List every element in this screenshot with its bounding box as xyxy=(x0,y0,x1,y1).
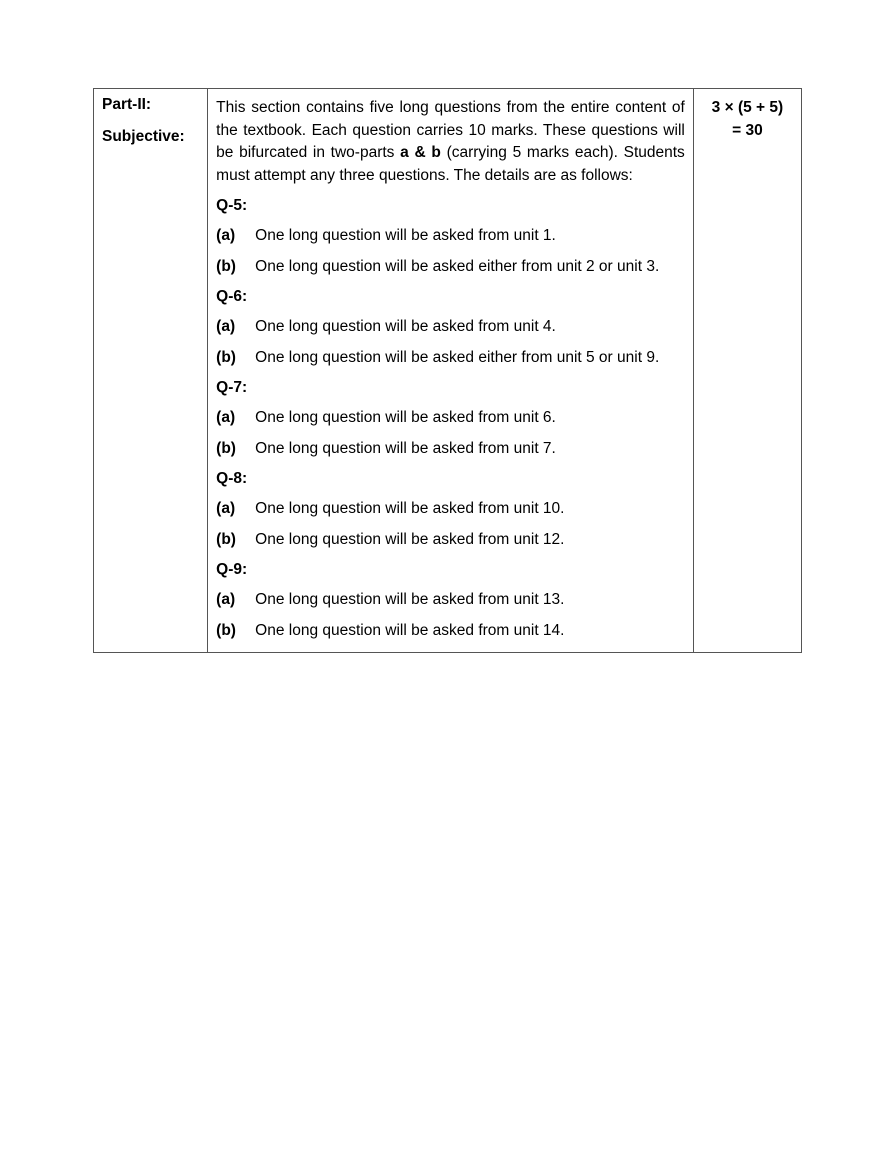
item-text: One long question will be asked from unit 13. xyxy=(255,591,565,608)
part-type-label: Subjective: xyxy=(102,128,185,145)
question-heading: Q-9: xyxy=(216,561,248,578)
question-heading: Q-6: xyxy=(216,288,248,305)
list-item xyxy=(216,256,685,279)
marks-formula: 3 × (5 + 5) xyxy=(711,99,784,116)
item-label: (a) xyxy=(216,591,236,608)
item-text: One long question will be asked from unit 14. xyxy=(255,621,565,639)
intro-paragraph xyxy=(216,97,685,187)
list-item xyxy=(216,529,685,552)
question-heading: Q-7: xyxy=(216,379,248,396)
part-label: Part-II: xyxy=(102,96,152,113)
intro-text-after: (carrying 5 marks each). Students must attempt any three questions. The details are as follows: xyxy=(216,144,685,184)
item-text: One long question will be asked from unit 7. xyxy=(255,439,556,457)
list-item xyxy=(216,438,685,461)
item-label: (b) xyxy=(216,439,236,457)
marks-total: = 30 xyxy=(732,121,763,139)
table-row xyxy=(94,89,802,653)
intro-bold-parts: a & b xyxy=(400,144,441,161)
list-item xyxy=(216,589,685,612)
item-text: One long question will be asked either from unit 5 or unit 9. xyxy=(255,348,660,366)
item-text: One long question will be asked from unit 6. xyxy=(255,409,556,426)
list-item xyxy=(216,407,685,430)
list-item xyxy=(216,316,685,339)
item-label: (a) xyxy=(216,318,236,335)
list-item xyxy=(216,620,685,643)
list-item xyxy=(216,347,685,370)
item-text: One long question will be asked from unit 1. xyxy=(255,227,556,244)
item-label: (b) xyxy=(216,257,236,275)
item-text: One long question will be asked from unit 4. xyxy=(255,318,556,335)
item-label: (b) xyxy=(216,621,236,639)
item-label: (a) xyxy=(216,409,236,426)
item-label: (b) xyxy=(216,530,236,548)
section-description-cell xyxy=(208,89,694,653)
item-text: One long question will be asked from unit 12. xyxy=(255,530,565,548)
question-heading: Q-8: xyxy=(216,470,248,487)
item-label: (b) xyxy=(216,348,236,366)
section-table xyxy=(93,88,802,653)
item-text: One long question will be asked from unit 10. xyxy=(255,500,565,517)
list-item xyxy=(216,225,685,248)
marks-cell xyxy=(693,89,801,653)
intro-text-before: This section contains five long questions from the entire content of the textbook. Each question carries 10 marks. These questions will be bifurcated in two-parts xyxy=(216,99,685,161)
question-heading: Q-5: xyxy=(216,197,248,214)
list-item xyxy=(216,498,685,521)
part-label-cell xyxy=(94,89,208,653)
item-text: One long question will be asked either from unit 2 or unit 3. xyxy=(255,257,660,275)
item-label: (a) xyxy=(216,227,236,244)
item-label: (a) xyxy=(216,500,236,517)
